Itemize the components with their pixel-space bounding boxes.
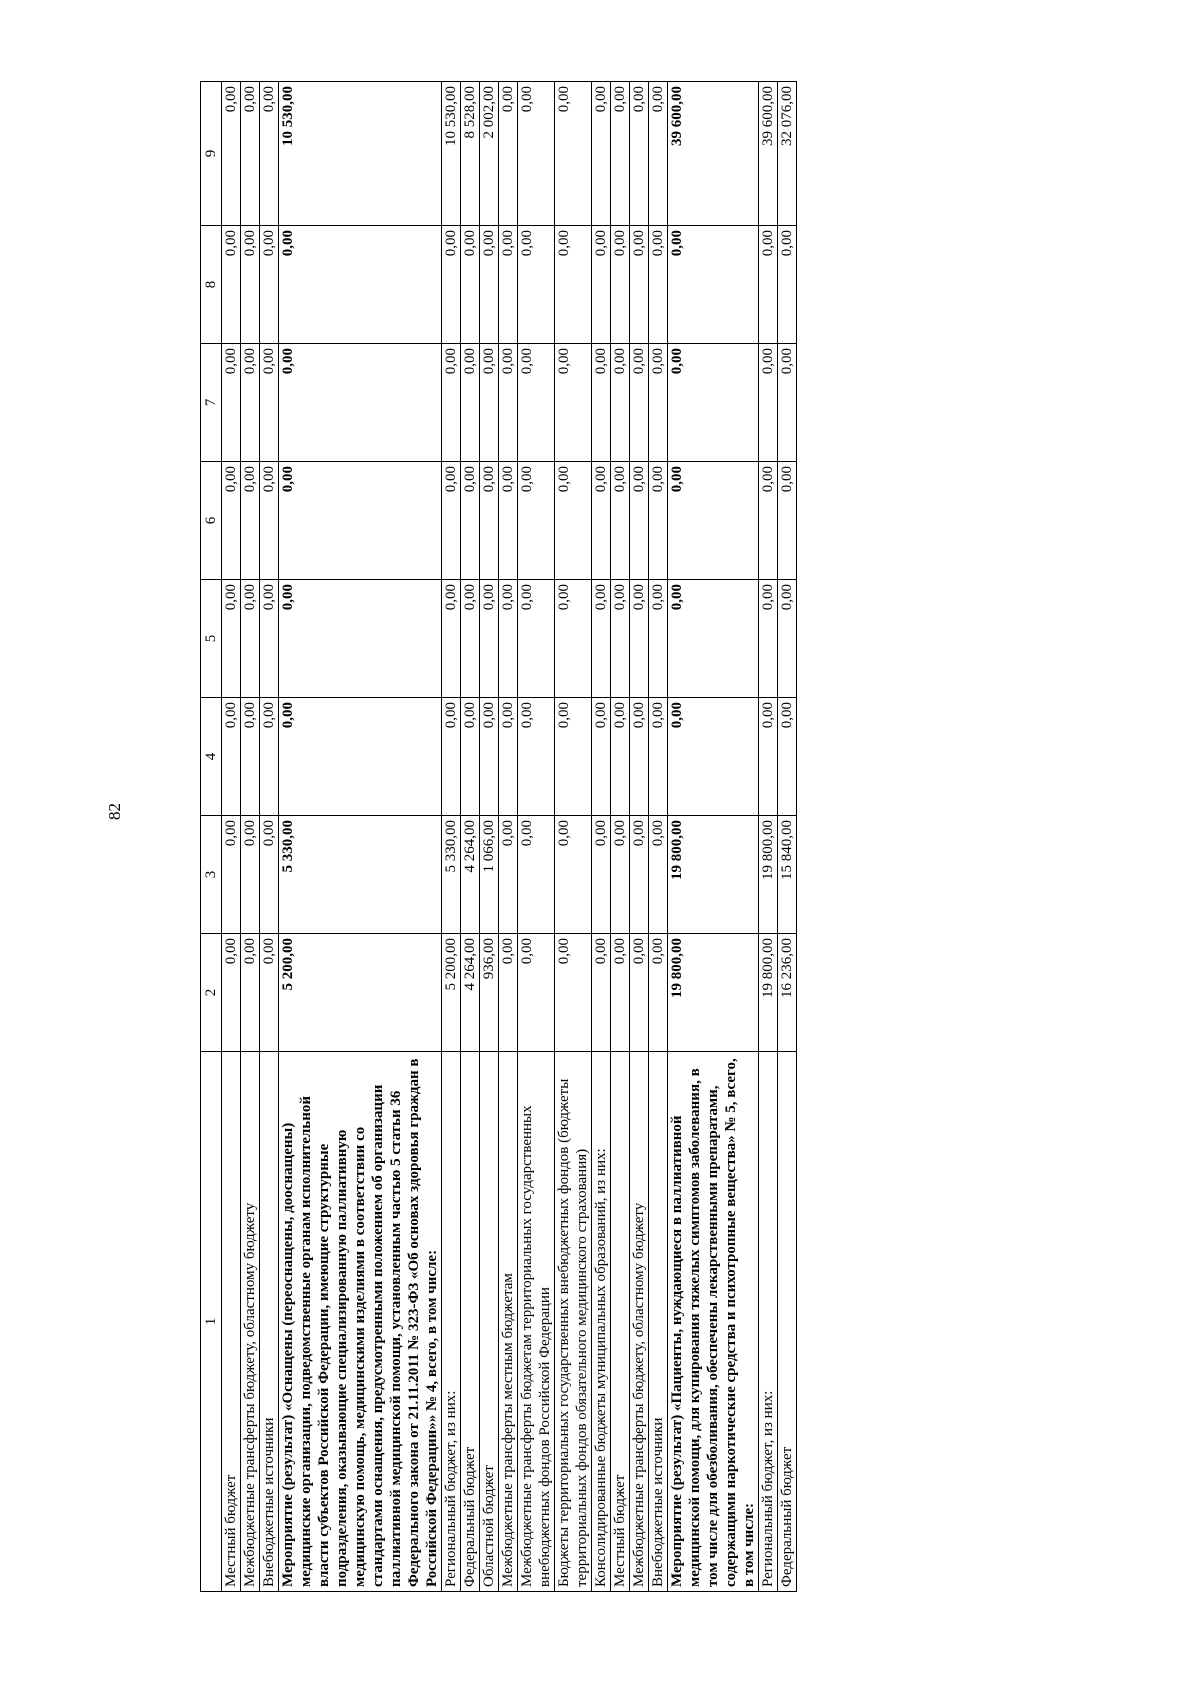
cell-value: 0,00 — [668, 462, 759, 580]
cell-value: 10 530,00 — [279, 82, 442, 226]
table-row — [222, 82, 241, 1592]
column-header: 6 — [201, 462, 222, 580]
column-header: 1 — [201, 1052, 222, 1592]
cell-value: 0,00 — [480, 344, 499, 462]
cell-value: 0,00 — [649, 934, 668, 1052]
cell-value: 0,00 — [461, 580, 480, 698]
cell-value: 0,00 — [442, 462, 461, 580]
cell-value: 0,00 — [480, 698, 499, 816]
cell-value: 0,00 — [630, 934, 649, 1052]
cell-value: 0,00 — [461, 344, 480, 462]
cell-value: 0,00 — [461, 698, 480, 816]
cell-value: 0,00 — [260, 934, 279, 1052]
cell-value: 0,00 — [630, 698, 649, 816]
cell-value: 19 800,00 — [759, 816, 778, 934]
budget-table — [200, 81, 797, 1592]
row-label: Бюджеты территориальных государственных внебюджетных фондов (бюджеты территориальных фондов обязательного медицинского страхования) — [555, 1052, 592, 1592]
table-row — [555, 82, 592, 1592]
cell-value: 0,00 — [759, 226, 778, 344]
cell-value: 0,00 — [241, 344, 260, 462]
row-label: Областной бюджет — [480, 1052, 499, 1592]
cell-value: 0,00 — [279, 226, 442, 344]
cell-value: 5 200,00 — [279, 934, 442, 1052]
cell-value: 0,00 — [649, 344, 668, 462]
cell-value: 0,00 — [442, 344, 461, 462]
cell-value: 0,00 — [241, 462, 260, 580]
cell-value: 0,00 — [611, 344, 630, 462]
cell-value: 0,00 — [611, 816, 630, 934]
cell-value: 0,00 — [555, 462, 592, 580]
cell-value: 0,00 — [592, 934, 611, 1052]
cell-value: 0,00 — [649, 816, 668, 934]
table-row — [778, 82, 797, 1592]
row-label: Мероприятие (результат) «Пациенты, нуждающиеся в паллиативной медицинской помощи, для купирования тяжелых симптомов заболевания, в том числе для обезболивания, обеспечены лекарственными препаратами, содержащими наркотические средства и психотропные вещества» № 5, всего, в том числе: — [668, 1052, 759, 1592]
column-header: 9 — [201, 82, 222, 226]
cell-value: 0,00 — [555, 82, 592, 226]
cell-value: 0,00 — [518, 82, 555, 226]
cell-value: 2 002,00 — [480, 82, 499, 226]
cell-value: 0,00 — [442, 698, 461, 816]
cell-value: 32 076,00 — [778, 82, 797, 226]
cell-value: 0,00 — [649, 580, 668, 698]
row-label: Межбюджетные трансферты бюджету, областному бюджету — [241, 1052, 260, 1592]
column-header: 5 — [201, 580, 222, 698]
table-row — [649, 82, 668, 1592]
cell-value: 15 840,00 — [778, 816, 797, 934]
cell-value: 0,00 — [518, 580, 555, 698]
cell-value: 19 800,00 — [668, 934, 759, 1052]
cell-value: 0,00 — [759, 698, 778, 816]
row-label: Внебюджетные источники — [260, 1052, 279, 1592]
cell-value: 0,00 — [260, 816, 279, 934]
cell-value: 0,00 — [649, 698, 668, 816]
cell-value: 0,00 — [279, 580, 442, 698]
cell-value: 0,00 — [499, 344, 518, 462]
cell-value: 0,00 — [279, 462, 442, 580]
cell-value: 0,00 — [518, 934, 555, 1052]
cell-value: 0,00 — [778, 226, 797, 344]
cell-value: 0,00 — [442, 226, 461, 344]
table-row — [630, 82, 649, 1592]
column-header: 8 — [201, 226, 222, 344]
cell-value: 19 800,00 — [668, 816, 759, 934]
cell-value: 0,00 — [499, 934, 518, 1052]
cell-value: 0,00 — [222, 344, 241, 462]
row-label: Внебюджетные источники — [649, 1052, 668, 1592]
row-label: Региональный бюджет, из них: — [442, 1052, 461, 1592]
cell-value: 4 264,00 — [461, 816, 480, 934]
cell-value: 5 330,00 — [279, 816, 442, 934]
table-row — [241, 82, 260, 1592]
cell-value: 0,00 — [222, 934, 241, 1052]
cell-value: 10 530,00 — [442, 82, 461, 226]
cell-value: 0,00 — [592, 462, 611, 580]
cell-value: 0,00 — [461, 462, 480, 580]
cell-value: 0,00 — [611, 698, 630, 816]
cell-value: 0,00 — [222, 82, 241, 226]
cell-value: 0,00 — [611, 226, 630, 344]
cell-value: 0,00 — [611, 580, 630, 698]
table-row — [592, 82, 611, 1592]
cell-value: 0,00 — [222, 462, 241, 580]
row-label: Региональный бюджет, из них: — [759, 1052, 778, 1592]
cell-value: 0,00 — [592, 580, 611, 698]
cell-value: 0,00 — [241, 698, 260, 816]
cell-value: 0,00 — [480, 226, 499, 344]
cell-value: 0,00 — [499, 580, 518, 698]
cell-value: 936,00 — [480, 934, 499, 1052]
cell-value: 0,00 — [630, 344, 649, 462]
cell-value: 0,00 — [611, 462, 630, 580]
cell-value: 0,00 — [555, 580, 592, 698]
table-row — [461, 82, 480, 1592]
cell-value: 0,00 — [555, 934, 592, 1052]
cell-value: 0,00 — [668, 698, 759, 816]
cell-value: 0,00 — [778, 344, 797, 462]
row-label: Межбюджетные трансферты местным бюджетам — [499, 1052, 518, 1592]
cell-value: 0,00 — [480, 462, 499, 580]
table-row — [442, 82, 461, 1592]
cell-value: 39 600,00 — [759, 82, 778, 226]
rotated-table-container — [200, 82, 1080, 1592]
table-row — [668, 82, 759, 1592]
cell-value: 0,00 — [592, 816, 611, 934]
cell-value: 0,00 — [630, 580, 649, 698]
row-label: Федеральный бюджет — [461, 1052, 480, 1592]
cell-value: 0,00 — [442, 580, 461, 698]
cell-value: 0,00 — [759, 344, 778, 462]
row-label: Межбюджетные трансферты бюджетам территориальных государственных внебюджетных фондов Российской Федерации — [518, 1052, 555, 1592]
row-label: Мероприятие (результат) «Оснащены (переоснащены, дооснащены) медицинские организации, подведомственные органам исполнительной власти субъектов Российской Федерации, имеющие структурные подразделения, оказывающие специализированную паллиативную медицинскую помощь, медицинскими изделиями в соответствии со стандартами оснащения, предусмотренными положением об организации паллиативной медицинской помощи, установленным частью 5 статьи 36 Федерального закона от 21.11.2011 № 323-ФЗ «Об основах здоровья граждан в Российской Федерации»» № 4, всего, в том числе: — [279, 1052, 442, 1592]
cell-value: 0,00 — [518, 226, 555, 344]
cell-value: 0,00 — [555, 344, 592, 462]
cell-value: 0,00 — [518, 816, 555, 934]
cell-value: 0,00 — [499, 462, 518, 580]
table-row — [480, 82, 499, 1592]
cell-value: 0,00 — [649, 462, 668, 580]
cell-value: 0,00 — [592, 698, 611, 816]
cell-value: 0,00 — [461, 226, 480, 344]
cell-value: 0,00 — [499, 82, 518, 226]
cell-value: 0,00 — [611, 82, 630, 226]
cell-value: 0,00 — [222, 698, 241, 816]
row-label: Местный бюджет — [222, 1052, 241, 1592]
cell-value: 4 264,00 — [461, 934, 480, 1052]
table-row — [499, 82, 518, 1592]
cell-value: 0,00 — [630, 82, 649, 226]
cell-value: 0,00 — [759, 462, 778, 580]
cell-value: 0,00 — [555, 698, 592, 816]
cell-value: 0,00 — [480, 580, 499, 698]
cell-value: 0,00 — [241, 934, 260, 1052]
cell-value: 1 066,00 — [480, 816, 499, 934]
cell-value: 0,00 — [241, 82, 260, 226]
header-row — [201, 82, 222, 1592]
cell-value: 0,00 — [260, 82, 279, 226]
cell-value: 8 528,00 — [461, 82, 480, 226]
cell-value: 0,00 — [518, 344, 555, 462]
cell-value: 0,00 — [241, 580, 260, 698]
table-row — [759, 82, 778, 1592]
cell-value: 0,00 — [668, 226, 759, 344]
page-number: 82 — [105, 803, 124, 820]
column-header: 3 — [201, 816, 222, 934]
cell-value: 19 800,00 — [759, 934, 778, 1052]
table-body — [222, 82, 797, 1592]
cell-value: 0,00 — [499, 226, 518, 344]
column-header: 2 — [201, 934, 222, 1052]
cell-value: 0,00 — [778, 580, 797, 698]
row-label: Межбюджетные трансферты бюджету, областному бюджету — [630, 1052, 649, 1592]
row-label: Местный бюджет — [611, 1052, 630, 1592]
cell-value: 0,00 — [222, 226, 241, 344]
cell-value: 0,00 — [630, 816, 649, 934]
cell-value: 0,00 — [668, 344, 759, 462]
cell-value: 16 236,00 — [778, 934, 797, 1052]
cell-value: 0,00 — [222, 580, 241, 698]
cell-value: 0,00 — [222, 816, 241, 934]
cell-value: 0,00 — [778, 462, 797, 580]
cell-value: 0,00 — [555, 226, 592, 344]
cell-value: 0,00 — [260, 344, 279, 462]
cell-value: 0,00 — [611, 934, 630, 1052]
column-header: 7 — [201, 344, 222, 462]
cell-value: 0,00 — [260, 698, 279, 816]
cell-value: 0,00 — [241, 816, 260, 934]
table-row — [260, 82, 279, 1592]
cell-value: 0,00 — [649, 82, 668, 226]
cell-value: 0,00 — [279, 698, 442, 816]
cell-value: 5 330,00 — [442, 816, 461, 934]
table-row — [611, 82, 630, 1592]
cell-value: 0,00 — [518, 462, 555, 580]
table-row — [279, 82, 442, 1592]
row-label: Федеральный бюджет — [778, 1052, 797, 1592]
cell-value: 0,00 — [668, 580, 759, 698]
cell-value: 0,00 — [241, 226, 260, 344]
cell-value: 0,00 — [759, 580, 778, 698]
cell-value: 0,00 — [555, 816, 592, 934]
row-label: Консолидированные бюджеты муниципальных образований, из них: — [592, 1052, 611, 1592]
cell-value: 0,00 — [778, 698, 797, 816]
cell-value: 39 600,00 — [668, 82, 759, 226]
cell-value: 0,00 — [592, 344, 611, 462]
cell-value: 0,00 — [649, 226, 668, 344]
column-header: 4 — [201, 698, 222, 816]
cell-value: 0,00 — [260, 580, 279, 698]
cell-value: 0,00 — [518, 698, 555, 816]
cell-value: 0,00 — [630, 462, 649, 580]
cell-value: 0,00 — [592, 82, 611, 226]
cell-value: 0,00 — [260, 462, 279, 580]
cell-value: 0,00 — [499, 816, 518, 934]
table-row — [518, 82, 555, 1592]
cell-value: 0,00 — [260, 226, 279, 344]
cell-value: 0,00 — [630, 226, 649, 344]
cell-value: 0,00 — [499, 698, 518, 816]
cell-value: 5 200,00 — [442, 934, 461, 1052]
cell-value: 0,00 — [279, 344, 442, 462]
cell-value: 0,00 — [592, 226, 611, 344]
